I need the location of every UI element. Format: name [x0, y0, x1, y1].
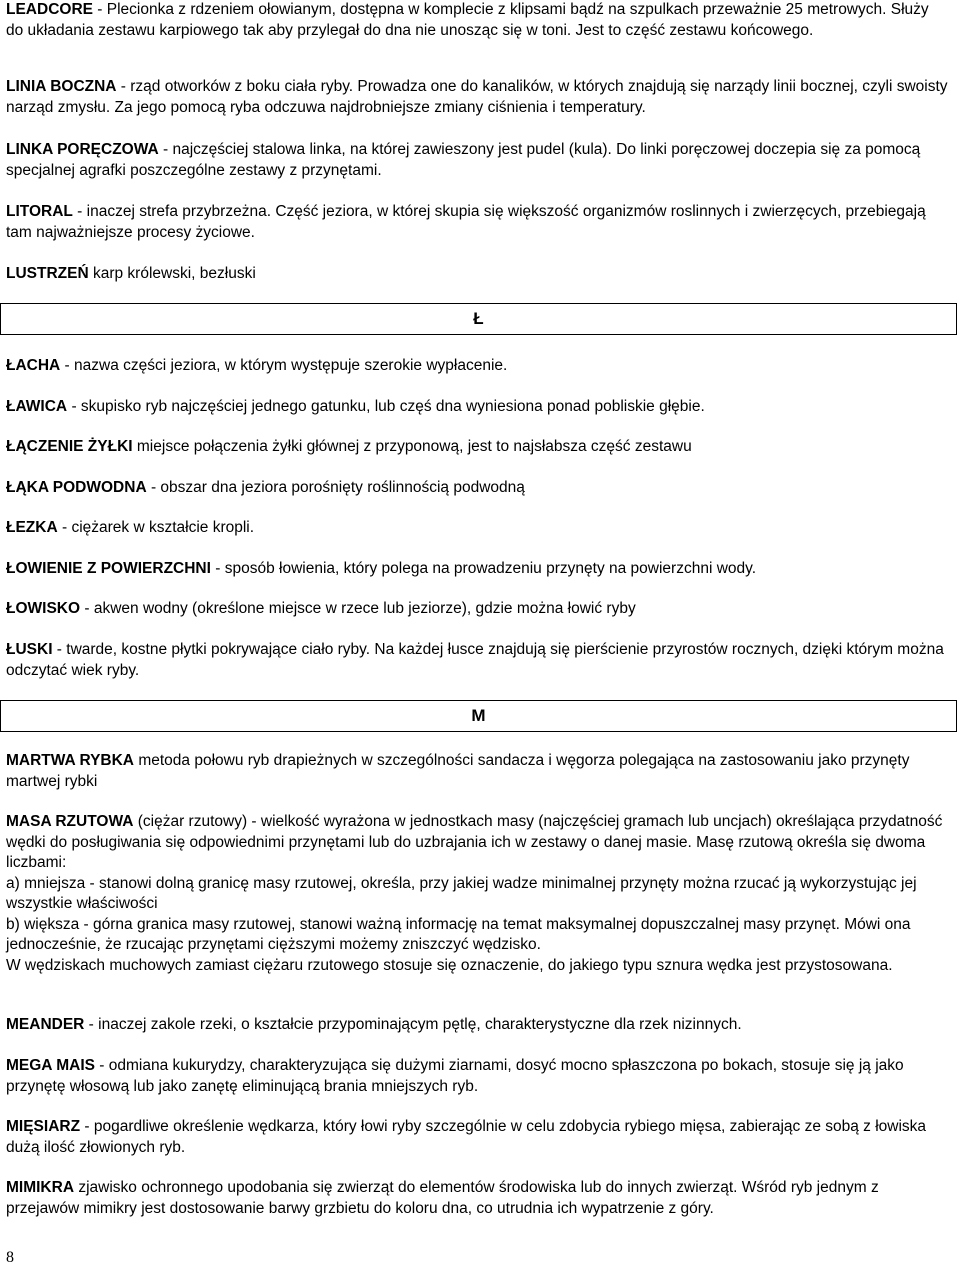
- entry-term: LINIA BOCZNA: [6, 78, 117, 95]
- glossary-entry: [6, 751, 950, 792]
- entry-definition: karp królewski, bezłuski: [88, 265, 256, 282]
- entry-term: MEGA MAIS: [6, 1057, 95, 1074]
- entry-term: ŁĄCZENIE ŻYŁKI: [6, 438, 133, 455]
- entry-term: MIMIKRA: [6, 1179, 75, 1196]
- glossary-entry: [6, 0, 950, 41]
- entry-definition: - rząd otworków z boku ciała ryby. Prowadza one do kanalików, w których znajdują się narządy linii bocznej, czyli swoisty narząd zmysłu. Za jego pomocą ryba odczuwa najdrobniejsze zmiany ciśnienia i temperatury.: [6, 78, 948, 116]
- entry-term: MEANDER: [6, 1016, 85, 1033]
- entry-term: ŁEZKA: [6, 519, 58, 536]
- entry-term: LINKA PORĘCZOWA: [6, 141, 159, 158]
- glossary-entry: [6, 478, 950, 499]
- glossary-entry: [6, 140, 950, 181]
- entry-subline: W wędziskach muchowych zamiast ciężaru rzutowego stosuje się oznaczenie, do jakiego typu sznura wędka jest przystosowana.: [6, 956, 893, 974]
- glossary-entry: [6, 1117, 950, 1158]
- entry-definition: - nazwa części jeziora, w którym występuje szerokie wypłacenie.: [60, 357, 508, 374]
- glossary-entry: [6, 518, 950, 539]
- entry-definition: - inaczej zakole rzeki, o kształcie przypominającym pętlę, charakterystyczne dla rzek nizinnych.: [84, 1016, 742, 1033]
- glossary-entry: [6, 397, 950, 418]
- entry-definition: - pogardliwe określenie wędkarza, który łowi ryby szczególnie w celu zdobycia rybiego mięsa, zabierając ze sobą z łowiska dużą ilość złowionych ryb.: [6, 1118, 927, 1156]
- entry-term: ŁUSKI: [6, 641, 53, 658]
- entry-term: LUSTRZEŃ: [6, 265, 89, 282]
- entry-term: ŁOWIENIE Z POWIERZCHNI: [6, 560, 211, 577]
- section-heading-letter: M: [471, 706, 486, 725]
- entry-term: ŁOWISKO: [6, 600, 81, 617]
- entry-term: MIĘSIARZ: [6, 1118, 81, 1135]
- glossary-entry: [6, 599, 950, 620]
- entry-definition: - twarde, kostne płytki pokrywające ciało ryby. Na każdej łusce znajdują się pierścienie przyrostów rocznych, dzięki którym można odczytać wiek ryby.: [6, 641, 944, 679]
- page-number: 8: [6, 1249, 14, 1266]
- entry-term: ŁAWICA: [6, 398, 68, 415]
- entry-term: MARTWA RYBKA: [6, 752, 135, 769]
- glossary-entry: [6, 640, 950, 681]
- entry-definition: - inaczej strefa przybrzeżna. Część jeziora, w której skupia się większość organizmów roslinnych i zwierzęcych, przebiegają tam najważniejsze procesy życiowe.: [6, 203, 926, 241]
- entry-definition: - akwen wodny (określone miejsce w rzece lub jeziorze), gdzie można łowić ryby: [80, 600, 636, 617]
- entry-term: MASA RZUTOWA: [6, 813, 134, 830]
- entry-subline: a) mniejsza - stanowi dolną granicę masy rzutowej, określa, przy jakiej wadze minimalnej przynęty można rzucać ją wykorzystując jej wszystkie właściwości: [6, 874, 917, 912]
- glossary-entry: [6, 559, 950, 580]
- section-heading-l-stroke: [0, 303, 957, 335]
- entry-definition: metoda połowu ryb drapieżnych w szczególności sandacza i węgorza polegająca na zastosowaniu jako przynęty martwej rybki: [6, 752, 910, 790]
- section-heading-m: [0, 700, 957, 732]
- glossary-entry: [6, 1015, 950, 1036]
- glossary-entry: [6, 264, 950, 285]
- glossary-entry: [6, 202, 950, 243]
- glossary-entry: [6, 356, 950, 377]
- entry-definition: - odmiana kukurydzy, charakteryzująca się dużymi ziarnami, dosyć mocno spłaszczona po bokach, stosuje się ją jako przynętę włosową lub jako zanętę eliminującą brania mniejszych ryb.: [6, 1057, 904, 1095]
- entry-subline: b) większa - górna granica masy rzutowej, stanowi ważną informację na temat maksymalnej dopuszczalnej masy przynęt. Mówi ona jednocześnie, że rzucając przynętami cięższymi możemy zniszczyć wędzisko.: [6, 915, 911, 953]
- entry-definition: - obszar dna jeziora porośnięty roślinnością podwodną: [146, 479, 525, 496]
- entry-definition: - Plecionka z rdzeniem ołowianym, dostępna w komplecie z klipsami bądź na szpulkach przeważnie 25 metrowych. Służy do układania zestawu karpiowego tak aby przylegał do dna nie unosząc się w toni. Jest to część zestawu końcowego.: [6, 1, 929, 39]
- glossary-entry: [6, 1056, 950, 1097]
- glossary-entry: [6, 1178, 950, 1219]
- entry-definition: (ciężar rzutowy) - wielkość wyrażona w jednostkach masy (najczęściej gramach lub uncjach) określająca przydatność wędki do posługiwania się odpowiednimi przynętami lub do uzbrajania ich w zestawy o danej masie. Masę rzutową określa się dwoma liczbami:: [6, 813, 943, 871]
- section-heading-letter: Ł: [473, 309, 484, 328]
- entry-definition: - skupisko ryb najczęściej jednego gatunku, lub częś dna wyniesiona ponad pobliskie głębie.: [67, 398, 705, 415]
- entry-definition: - sposób łowienia, który polega na prowadzeniu przynęty na powierzchni wody.: [210, 560, 757, 577]
- entry-definition: - ciężarek w kształcie kropli.: [57, 519, 255, 536]
- glossary-entry: [6, 812, 950, 976]
- entry-term: LEADCORE: [6, 1, 93, 18]
- entry-term: LITORAL: [6, 203, 73, 220]
- entry-definition: miejsce połączenia żyłki głównej z przyponową, jest to najsłabsza część zestawu: [132, 438, 692, 455]
- glossary-entry: [6, 77, 950, 118]
- entry-definition: zjawisko ochronnego upodobania się zwierząt do elementów środowiska lub do innych zwierząt. Wśród ryb jednym z przejawów mimikry jest dostosowanie barwy grzbietu do koloru dna, co utrudnia ich wypatrzenie z góry.: [6, 1179, 879, 1217]
- glossary-entry: [6, 437, 950, 458]
- entry-definition: - najczęściej stalowa linka, na której zawieszony jest pudel (kula). Do linki poręczowej doczepia się za pomocą specjalnej agrafki poszczególne zestawy z przynętami.: [6, 141, 921, 179]
- entry-term: ŁACHA: [6, 357, 61, 374]
- entry-term: ŁĄKA PODWODNA: [6, 479, 147, 496]
